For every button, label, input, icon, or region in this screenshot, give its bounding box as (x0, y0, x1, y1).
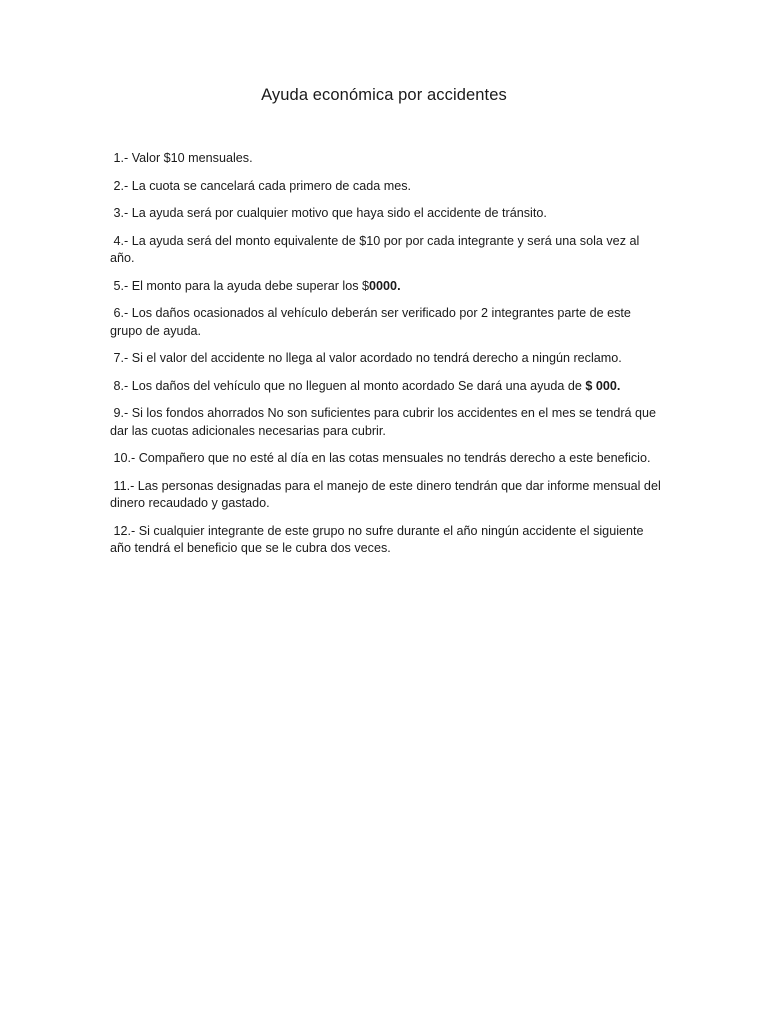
item-text: Los daños del vehículo que no lleguen al monto acordado Se dará una ayuda de (128, 378, 586, 393)
item-text: Si cualquier integrante de este grupo no sufre durante el año ningún accidente el siguiente año tendrá el beneficio que se le cubra dos veces. (110, 523, 644, 555)
list-item (110, 233, 662, 268)
item-text: La ayuda será por cualquier motivo que haya sido el accidente de tránsito. (128, 206, 547, 220)
item-bold-text: $ 000. (585, 378, 621, 393)
item-number: 7.- (110, 351, 129, 365)
item-number: 12.- (110, 523, 136, 538)
item-number: 9.- (110, 406, 129, 420)
item-text: Si los fondos ahorrados No son suficientes para cubrir los accidentes en el mes se tendrá que dar las cuotas adicionales necesarias para cubrir. (110, 406, 657, 438)
item-text: Las personas designadas para el manejo de este dinero tendrán que dar informe mensual del dinero recaudado y gastado. (110, 478, 661, 510)
list-item (110, 178, 662, 196)
item-number: 10.- (110, 451, 136, 465)
item-number: 11.- (110, 478, 135, 493)
item-text: El monto para la ayuda debe superar los $ (128, 278, 370, 293)
list-item (110, 205, 662, 223)
list-item (110, 478, 662, 513)
item-number: 2.- (110, 178, 129, 193)
list-item (110, 350, 662, 368)
item-text: Compañero que no esté al día en las cotas mensuales no tendrás derecho a este beneficio. (135, 451, 651, 465)
list-item (110, 305, 662, 340)
item-number: 3.- (110, 206, 129, 220)
document-title: Ayuda económica por accidentes (261, 86, 507, 104)
item-number: 6.- (110, 306, 129, 320)
list-item (110, 378, 662, 396)
list-item (110, 450, 662, 468)
item-text: La cuota se cancelará cada primero de cada mes. (128, 178, 412, 193)
item-number: 5.- (110, 278, 129, 293)
item-bold-text: 0000. (369, 278, 401, 293)
item-number: 8.- (110, 378, 129, 393)
item-text: Los daños ocasionados al vehículo deberán ser verificado por 2 integrantes parte de este grupo de ayuda. (110, 306, 631, 338)
list-item (110, 405, 662, 440)
item-number: 1.- (110, 151, 129, 165)
rules-list (110, 150, 662, 568)
item-text: La ayuda será del monto equivalente de $10 por por cada integrante y será una sola vez al año. (110, 233, 640, 265)
list-item (110, 278, 662, 296)
item-text: Valor $10 mensuales. (128, 151, 253, 165)
list-item (110, 150, 662, 168)
item-text: Si el valor del accidente no llega al valor acordado no tendrá derecho a ningún reclamo. (128, 351, 622, 365)
item-number: 4.- (110, 233, 129, 248)
list-item (110, 523, 662, 558)
